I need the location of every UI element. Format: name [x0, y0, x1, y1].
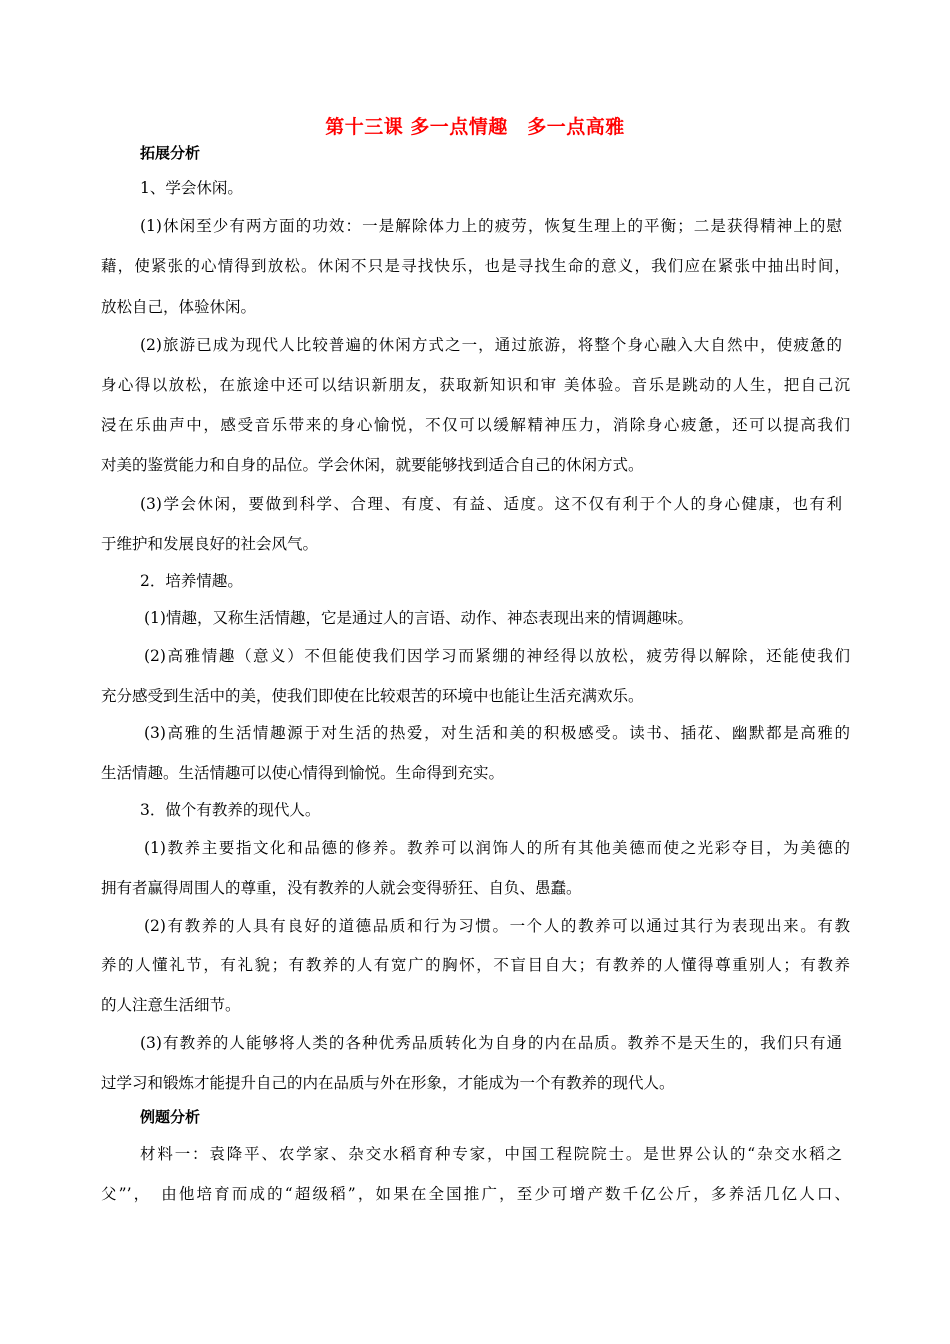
text-line: 生活情趣。生活情趣可以使心情得到愉悦。生命得到充实。	[101, 764, 505, 782]
text-line: 于维护和发展良好的社会风气。	[101, 535, 319, 553]
text-line: 2．培养情趣。	[140, 572, 243, 590]
text-line: 材料一：袁降平、农学家、杂交水稻育种专家，中国工程院院士。是世界公认的“杂交水稻之	[140, 1145, 842, 1163]
text-line: 过学习和锻炼才能提升自己的内在品质与外在形象，才能成为一个有教养的现代人。	[101, 1074, 675, 1092]
text-line: 的人注意生活细节。	[101, 996, 241, 1014]
text-line: 养的人懂礼节，有礼貌；有教养的人有宽广的胸怀，不盲目自大；有教养的人懂得尊重别人；有教养	[101, 956, 850, 974]
text-line: (1)教养主要指文化和品德的修养。教养可以润饰人的所有其他美德而使之光彩夺目，为美德的	[144, 839, 850, 857]
text-line: 1、学会休闲。	[140, 179, 243, 197]
text-line: 充分感受到生活中的美，使我们即使在比较艰苦的环境中也能让生活充满欢乐。	[101, 687, 644, 705]
text-line: (3)学会休闲，要做到科学、合理、有度、有益、适度。这不仅有利于个人的身心健康，也有利	[140, 495, 842, 513]
text-line: 身心得以放松，在旅途中还可以结识新朋友，获取新知识和审 美体验。音乐是跳动的人生，把自己沉	[101, 376, 850, 394]
text-line: (2)高雅情趣（意义）不但能使我们因学习而紧绷的神经得以放松，疲劳得以解除，还能使我们	[144, 647, 850, 665]
lesson-title: 第十三课 多一点情趣 多一点高雅	[325, 116, 625, 138]
text-line: 3．做个有教养的现代人。	[140, 801, 321, 819]
text-line: (1)情趣，又称生活情趣，它是通过人的言语、动作、神态表现出来的情调趣味。	[144, 609, 693, 627]
text-line: 拥有者赢得周围人的尊重，没有教养的人就会变得骄狂、自负、愚蠢。	[101, 879, 582, 897]
text-line: 浸在乐曲声中，感受音乐带来的身心愉悦，不仅可以缓解精神压力，消除身心疲惫，还可以提高我们	[101, 416, 850, 434]
text-line: 对美的鉴赏能力和自身的品位。学会休闲，就要能够找到适合自己的休闲方式。	[101, 456, 644, 474]
text-line: 父”’， 由他培育而成的“超级稻”，如果在全国推广，至少可增产数千亿公斤，多养活几亿人口、	[101, 1185, 850, 1203]
text-line: 藉，使紧张的心情得到放松。休闲不只是寻找快乐，也是寻找生命的意义，我们应在紧张中抽出时间，	[101, 257, 850, 275]
text-line: (3)有教养的人能够将人类的各种优秀品质转化为自身的内在品质。教养不是天生的，我们只有通	[140, 1034, 842, 1052]
text-line: (1)休闲至少有两方面的功效：一是解除体力上的疲劳，恢复生理上的平衡；二是获得精神上的慰	[140, 217, 842, 235]
text-line: (3)高雅的生活情趣源于对生活的热爱，对生活和美的积极感受。读书、插花、幽默都是高雅的	[144, 724, 850, 742]
text-line: (2)旅游已成为现代人比较普遍的休闲方式之一，通过旅游，将整个身心融入大自然中，使疲惫的	[140, 336, 842, 354]
text-line: 放松自己，体验休闲。	[101, 298, 257, 316]
expansion-analysis-heading: 拓展分析	[140, 144, 201, 162]
text-line: (2)有教养的人具有良好的道德品质和行为习惯。一个人的教养可以通过其行为表现出来。有教	[144, 917, 850, 935]
example-analysis-heading: 例题分析	[140, 1108, 201, 1126]
